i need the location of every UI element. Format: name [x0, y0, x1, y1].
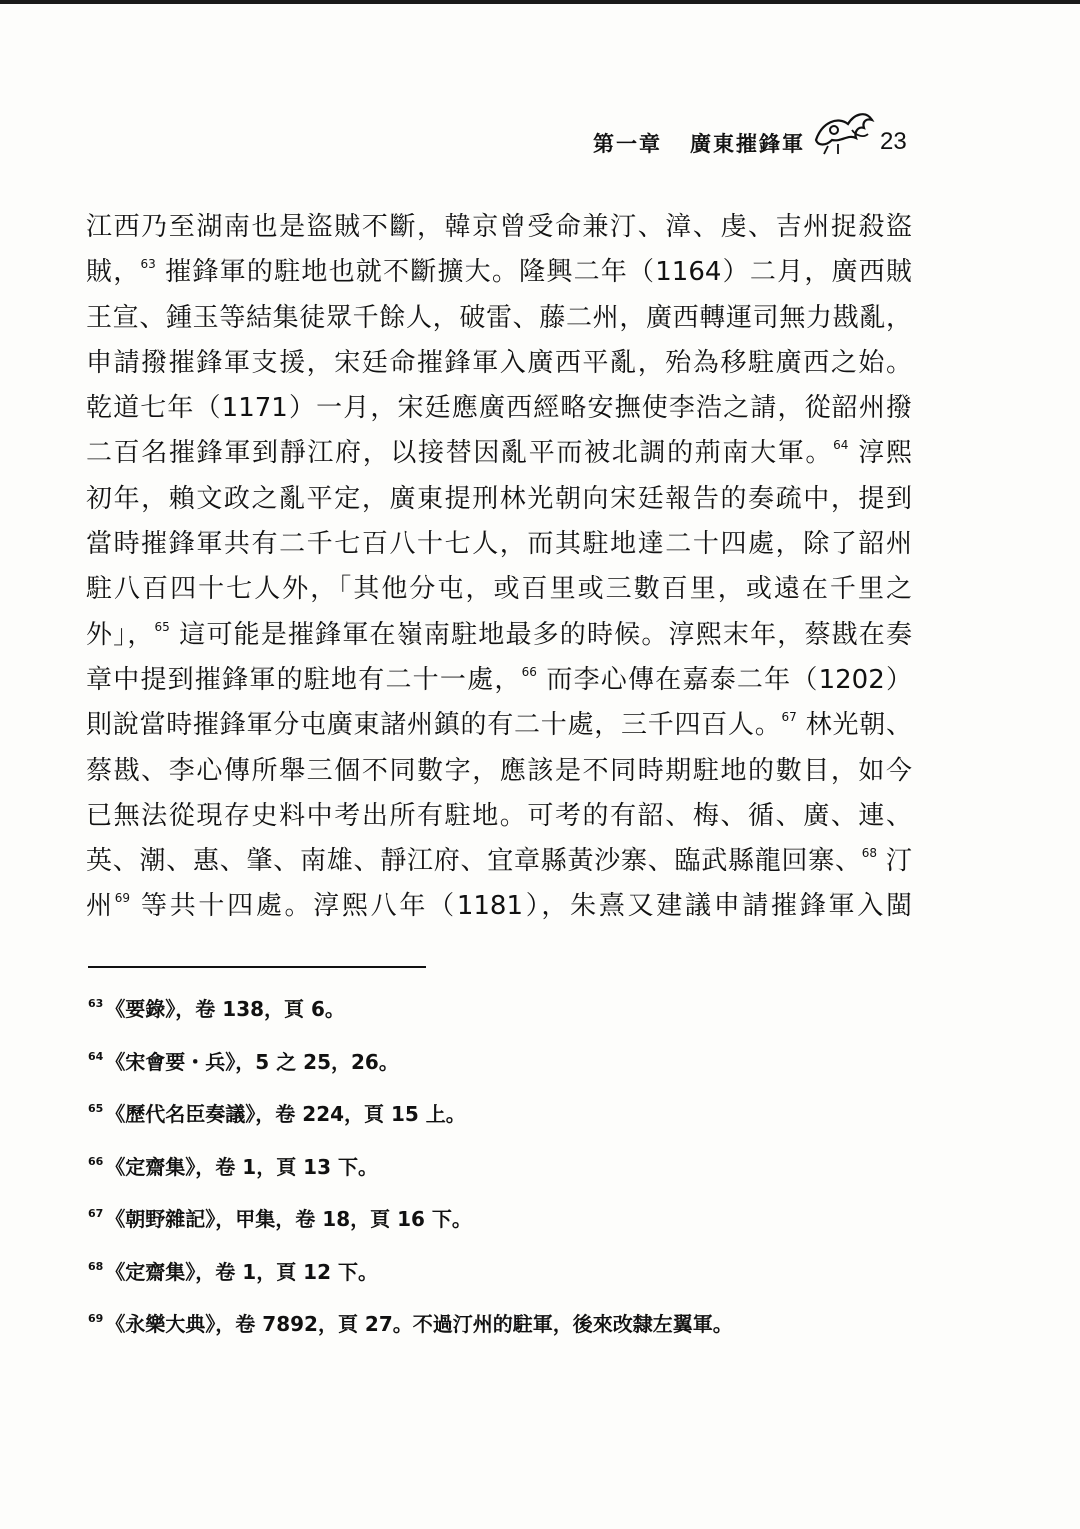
- footnote-number: 69: [88, 1312, 104, 1325]
- footnote-ref[interactable]: 69: [114, 891, 130, 906]
- text-line: [86, 296, 912, 341]
- footnotes: [88, 988, 908, 1356]
- text-line: [86, 884, 912, 929]
- text-segment: 等共十四處。淳熙八年（1181），朱熹又建議申請摧鋒軍入閩: [130, 891, 912, 922]
- text-line: [86, 386, 912, 431]
- footnote-ref[interactable]: 64: [833, 438, 849, 453]
- text-segment: 江西乃至湖南也是盜賊不斷，韓京曾受命兼汀、漳、虔、吉州捉殺盜: [86, 212, 912, 242]
- footnote: [88, 1041, 908, 1094]
- footnote-text: 《定齋集》，卷 1，頁 13 下。: [105, 1154, 378, 1179]
- text-segment: 這可能是摧鋒軍在嶺南駐地最多的時候。淳熙末年，蔡戡在奏: [169, 619, 912, 650]
- footnote: [88, 1303, 908, 1356]
- scan-edge: [0, 0, 1080, 4]
- text-line: [86, 749, 912, 794]
- text-segment: 摧鋒軍的駐地也就不斷擴大。隆興二年（1164）二月，廣西賊: [155, 257, 912, 288]
- text-segment: 二百名摧鋒軍到靜江府，以接替因亂平而被北調的荊南大軍。: [86, 438, 834, 469]
- text-line: [86, 250, 912, 295]
- text-segment: 當時摧鋒軍共有二千七百八十七人，而其駐地達二十四處，除了韶州: [86, 529, 912, 560]
- text-segment: 駐八百四十七人外，「其他分屯，或百里或三數百里，或遠在千里之: [86, 574, 912, 605]
- text-line: [86, 477, 912, 522]
- footnote-number: 67: [88, 1207, 104, 1220]
- text-segment: 而李心傳在嘉泰二年（1202）: [536, 664, 912, 695]
- footnote-text: 《永樂大典》，卷 7892，頁 27。不過汀州的駐軍，後來改隸左翼軍。: [105, 1312, 733, 1336]
- text-segment: 外」，: [86, 619, 155, 650]
- text-segment: 蔡戡、李心傳所舉三個不同數字，應該是不同時期駐地的數目，如今: [86, 755, 912, 786]
- footnote: [88, 1251, 908, 1304]
- footnote-text: 《宋會要・兵》，5 之 25，26。: [105, 1049, 399, 1074]
- footnote-number: 63: [88, 997, 104, 1010]
- text-segment: 則說當時摧鋒軍分屯廣東諸州鎮的有二十處，三千四百人。: [86, 710, 782, 741]
- text-line: [86, 703, 912, 748]
- footnote-ref[interactable]: 67: [781, 710, 797, 725]
- main-text: [86, 205, 912, 930]
- running-header: [593, 128, 805, 158]
- text-line: [86, 567, 912, 612]
- footnote-text: 《定齋集》，卷 1，頁 12 下。: [105, 1259, 378, 1284]
- footnote-number: 66: [88, 1154, 104, 1168]
- footnote-number: 64: [88, 1049, 104, 1063]
- footnote-ref[interactable]: 65: [154, 619, 170, 634]
- text-line: [86, 794, 912, 839]
- footnote-rule: [88, 966, 426, 968]
- text-segment: 賊，: [86, 257, 141, 288]
- text-line: [86, 522, 912, 567]
- text-segment: 英、潮、惠、肇、南雄、靜江府、宜章縣黃沙寨、臨武縣龍回寨、: [86, 846, 862, 877]
- text-segment: 章中提到摧鋒軍的駐地有二十一處，: [86, 664, 522, 695]
- text-line: [86, 341, 912, 386]
- text-segment: 乾道七年（1171）一月，宋廷應廣西經略安撫使李浩之請，從韶州撥: [86, 393, 912, 424]
- footnote-ref[interactable]: 63: [140, 257, 156, 272]
- text-segment: 汀: [876, 846, 912, 877]
- footnote-ref[interactable]: 66: [521, 664, 537, 679]
- footnote-text: 《要錄》，卷 138，頁 6。: [105, 997, 345, 1021]
- chapter-title: 廣東摧鋒軍: [690, 132, 805, 156]
- footnote: [88, 1198, 908, 1251]
- footnote: [88, 1146, 908, 1199]
- footnote-text: 《歷代名臣奏議》，卷 224，頁 15 上。: [105, 1102, 466, 1126]
- footnote-text: 《朝野雜記》，甲集，卷 18，頁 16 下。: [105, 1207, 472, 1231]
- footnote-number: 65: [88, 1102, 104, 1115]
- text-line: [86, 431, 912, 476]
- text-line: [86, 205, 912, 250]
- dragon-ornament-icon: [808, 100, 878, 160]
- text-segment: 州: [86, 891, 115, 922]
- page-number: 23: [880, 128, 907, 155]
- text-segment: 已無法從現存史料中考出所有駐地。可考的有韶、梅、循、廣、連、: [86, 800, 912, 831]
- chapter-label: 第一章: [593, 132, 662, 156]
- footnote: [88, 1093, 908, 1146]
- text-segment: 申請撥摧鋒軍支援，宋廷命摧鋒軍入廣西平亂，殆為移駐廣西之始。: [86, 347, 912, 378]
- text-segment: 林光朝、: [796, 710, 912, 741]
- text-segment: 初年，賴文政之亂平定，廣東提刑林光朝向宋廷報告的奏疏中，提到: [86, 483, 912, 514]
- footnote-ref[interactable]: 68: [861, 846, 877, 861]
- text-line: [86, 613, 912, 658]
- footnote: [88, 988, 908, 1041]
- footnote-number: 68: [88, 1259, 104, 1273]
- text-line: [86, 658, 912, 703]
- text-segment: 淳熙: [848, 438, 912, 469]
- text-segment: 王宣、鍾玉等結集徒眾千餘人，破雷、藤二州，廣西轉運司無力戡亂，: [86, 302, 912, 333]
- text-line: [86, 839, 912, 884]
